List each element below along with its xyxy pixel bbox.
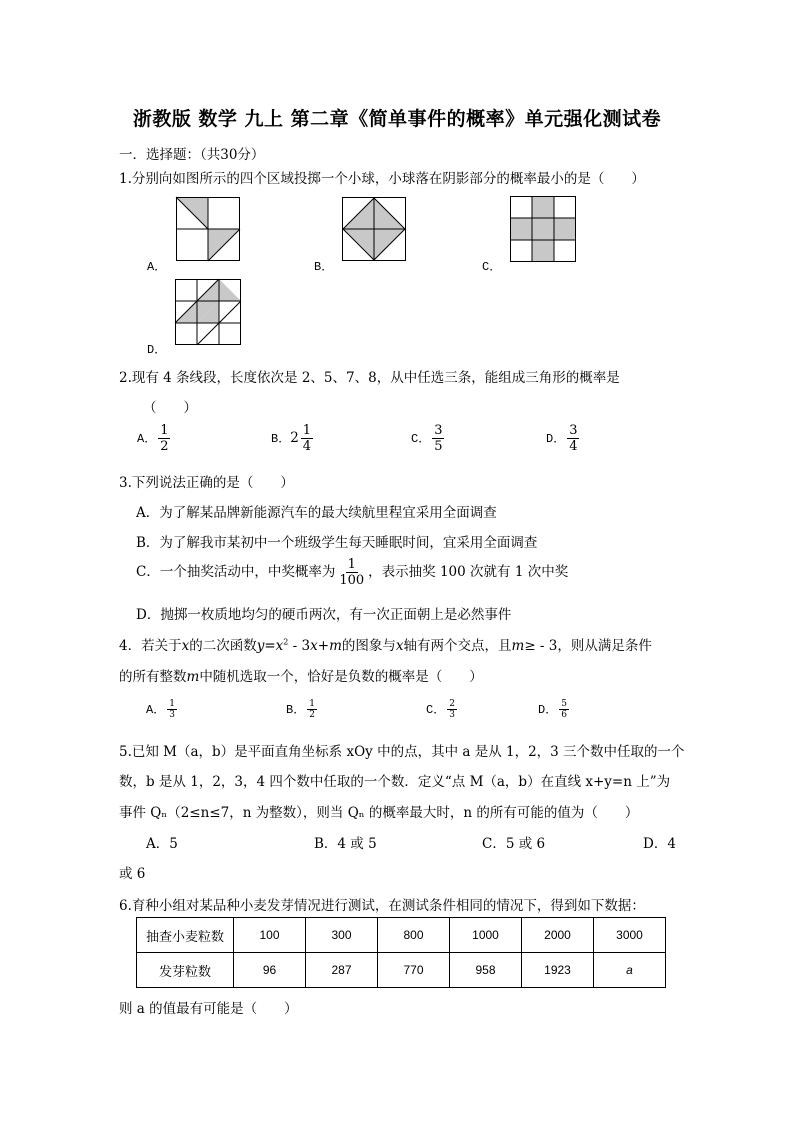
q5-option-d[interactable]: D．4 <box>643 836 676 852</box>
fraction: $\frac{1}{4}$ <box>302 423 312 454</box>
section-heading: 一．选择题：（共30分） <box>119 147 265 163</box>
grid-3x3-parallelogram-icon <box>175 279 241 345</box>
q6-stem: 6.育种小组对某品种小麦发芽情况进行测试，在测试条件相同的情况下，得到如下数据： <box>119 898 645 914</box>
q5-line-3: 事件 Qₙ（2≤n≤7，n 为整数），则当 Qₙ 的概率最大时，n 的所有可能的值为（ ） <box>119 805 639 821</box>
table-cell: a <box>594 953 666 988</box>
cross-grid-icon <box>510 196 576 262</box>
q2-option-b[interactable] <box>271 423 315 454</box>
option-label: A． <box>137 432 157 446</box>
q1-option-d-label[interactable]: D． <box>147 343 167 357</box>
fraction: $\frac{3}{4}$ <box>569 423 578 454</box>
table-cell: 3000 <box>594 918 666 953</box>
q3-stem: 3.下列说法正确的是（ ） <box>119 475 294 491</box>
table-cell: 2000 <box>522 918 594 953</box>
page-title: 浙教版 数学 九上 第二章《简单事件的概率》单元强化测试卷 <box>132 108 662 130</box>
option-text: C．一个抽奖活动中，中奖概率为 <box>136 564 336 580</box>
q5-option-d-wrap: 或 6 <box>119 866 146 882</box>
grid-2x2-triangles-icon <box>176 197 240 261</box>
q3-option-c[interactable] <box>136 557 568 588</box>
table-cell: 96 <box>234 953 306 988</box>
q5-option-c[interactable]: C．5 或 6 <box>482 836 546 852</box>
q4-option-a[interactable]: A． $\frac{1}{3}$ <box>146 699 175 720</box>
q4-option-d[interactable]: D． $\frac{5}{6}$ <box>538 699 567 720</box>
table-cell: 300 <box>306 918 378 953</box>
q6-after: 则 a 的值最有可能是（ ） <box>119 1001 298 1017</box>
q2-bracket: （ ） <box>143 400 197 416</box>
table-cell: 1000 <box>450 918 522 953</box>
q5-option-a[interactable]: A．5 <box>146 836 178 852</box>
option-label: B． <box>271 432 291 446</box>
fraction: $\frac{1}{2}$ <box>160 423 169 454</box>
q4-option-c[interactable]: C． $\frac{2}{3}$ <box>426 699 455 720</box>
q1-option-b-label[interactable]: B． <box>314 260 334 274</box>
table-cell: 1923 <box>522 953 594 988</box>
q2-stem: 2.现有 4 条线段，长度依次是 2、5、7、8，从中任选三条，能组成三角形的概率是 <box>119 370 620 386</box>
diamond-in-square-icon <box>342 197 406 261</box>
whole-part: 2 <box>290 430 299 446</box>
option-label: D． <box>546 432 566 446</box>
q1-option-c-label[interactable]: C． <box>482 260 502 274</box>
q3-option-b[interactable]: B．为了解我市某初中一个班级学生每天睡眠时间，宜采用全面调查 <box>136 535 538 551</box>
option-label: C． <box>411 432 431 446</box>
q4-line-2: 的所有整数m中随机选取一个，恰好是负数的概率是（ ） <box>119 669 483 685</box>
q5-option-b[interactable]: B．4 或 5 <box>314 836 377 852</box>
q4-line-1: 4．若关于x的二次函数$y=x^2 - 3x+m$的图象与x轴有两个交点，且m≥ - 3，则从满足条件 <box>119 637 652 654</box>
q2-option-a[interactable] <box>137 423 172 454</box>
option-text: ，表示抽奖 100 次就有 1 次中奖 <box>368 564 569 580</box>
table-cell: 958 <box>450 953 522 988</box>
fraction: $\frac{3}{5}$ <box>434 423 443 454</box>
table-row <box>137 918 666 953</box>
q3-option-a[interactable]: A．为了解某品牌新能源汽车的最大续航里程宜采用全面调查 <box>136 505 497 521</box>
data-table <box>136 917 666 988</box>
table-cell: 100 <box>234 918 306 953</box>
table-header-cell: 发芽粒数 <box>137 953 234 988</box>
q5-line-1: 5.已知 M（a，b）是平面直角坐标系 xOy 中的点，其中 a 是从 1，2，3 三个数中任取的一个 <box>119 744 685 760</box>
q1-stem: 1.分别向如图所示的四个区域投掷一个小球，小球落在阴影部分的概率最小的是（ ） <box>119 171 645 187</box>
q2-option-c[interactable] <box>411 423 446 454</box>
fraction: $\frac{1}{100}$ <box>339 557 365 588</box>
table-row <box>137 953 666 988</box>
table-cell: 800 <box>378 918 450 953</box>
table-cell: 287 <box>306 953 378 988</box>
q4-option-b[interactable]: B． $\frac{1}{2}$ <box>286 699 315 720</box>
table-header-cell: 抽查小麦粒数 <box>137 918 234 953</box>
q1-option-a-label[interactable]: A． <box>147 260 167 274</box>
q2-option-d[interactable] <box>546 423 581 454</box>
q5-line-2: 数，b 是从 1，2，3，4 四个数中任取的一个数．定义“点 M（a，b）在直线 x+y=n 上”为 <box>119 774 671 790</box>
q3-option-d[interactable]: D．抛掷一枚质地均匀的硬币两次，有一次正面朝上是必然事件 <box>136 607 512 623</box>
table-cell: 770 <box>378 953 450 988</box>
